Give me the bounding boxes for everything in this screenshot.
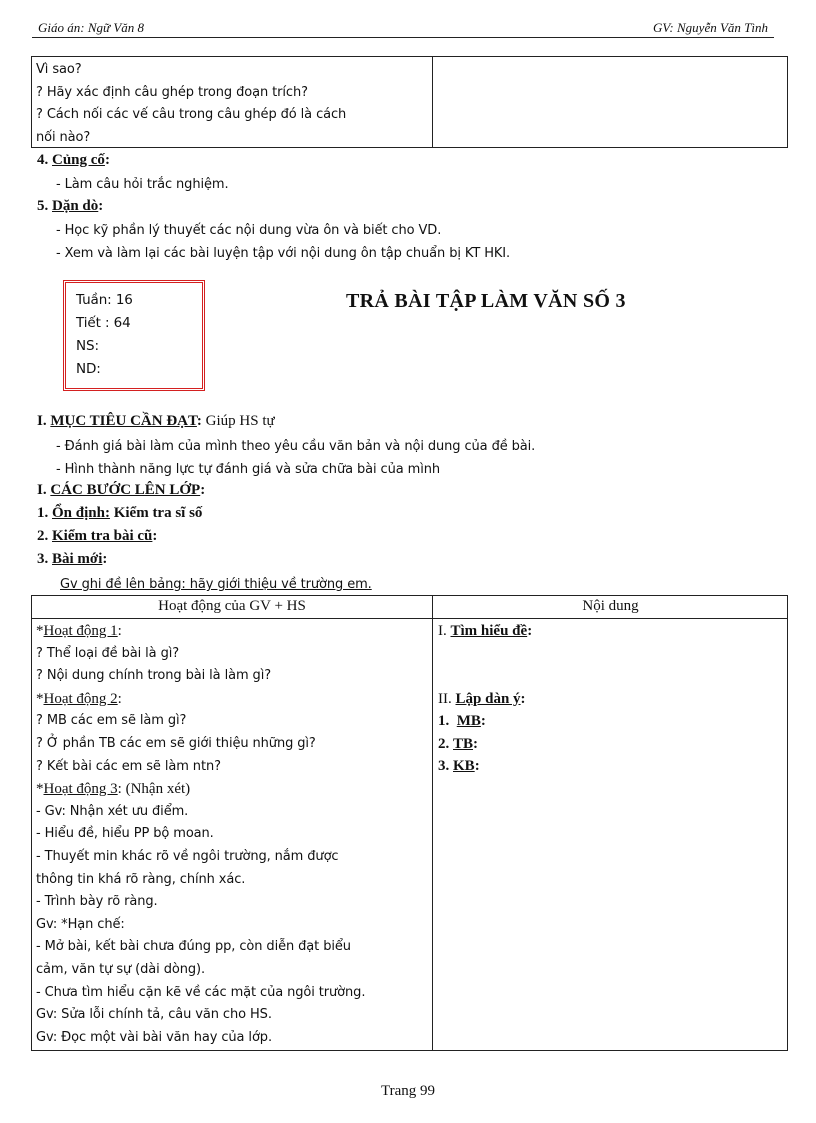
table-line: Vì sao? — [36, 62, 82, 77]
steps-heading: I. CÁC BƯỚC LÊN LỚP: — [37, 482, 206, 498]
activity-line: - Gv: Nhận xét ưu điểm. — [36, 803, 189, 819]
activity-line: Gv: Đọc một vài bài văn hay của lớp. — [36, 1029, 272, 1045]
info-ns: NS: — [76, 338, 99, 354]
top-table — [31, 56, 788, 148]
outline-item-mb: 1. MB: — [438, 713, 486, 730]
outline-item-tb: 2. TB: — [438, 735, 479, 752]
activities-column — [36, 620, 430, 1049]
table-header-row — [32, 596, 787, 619]
activity-line: - Thuyết min khác rõ về ngôi trường, nắm được — [36, 848, 339, 864]
header-divider — [32, 37, 774, 38]
header-right: GV: Nguyễn Văn Tình — [652, 20, 768, 35]
step-2: 2. Kiểm tra bài cũ: — [37, 528, 158, 544]
activity-line: cảm, văn tự sự (dài dòng). — [36, 961, 206, 977]
activity-line: ? Kết bài các em sẽ làm ntn? — [36, 758, 221, 774]
section-4-item: - Làm câu hỏi trắc nghiệm. — [56, 177, 229, 192]
info-week: Tuần: 16 — [76, 292, 133, 308]
activity-line: Gv: *Hạn chế: — [36, 916, 125, 932]
info-period: Tiết : 64 — [76, 315, 131, 331]
objective-item: - Hình thành năng lực tự đánh giá và sửa chữa bài của mình — [56, 462, 440, 477]
activity-line: ? Ở phần TB các em sẽ giới thiệu những gì? — [36, 735, 316, 751]
step-1: 1. Ổn định: Kiểm tra sĩ số — [37, 505, 203, 521]
activity-line: ? Thể loại đề bài là gì? — [36, 645, 180, 661]
activity-line: ? Nội dung chính trong bài là làm gì? — [36, 668, 272, 684]
activity-line: - Mở bài, kết bài chưa đúng pp, còn diễn đạt biểu — [36, 939, 351, 955]
outline-item-kb: 3. KB: — [438, 758, 480, 775]
content-spacer — [438, 643, 783, 688]
objective-item: - Đánh giá bài làm của mình theo yêu cầu văn bản và nội dung của đề bài. — [56, 439, 536, 454]
info-nd: ND: — [76, 361, 101, 377]
activity-3-heading: *Hoạt động 3: (Nhận xét) — [36, 781, 191, 798]
activities-table — [31, 595, 788, 1051]
column-header-content: Nội dung — [582, 598, 639, 614]
content-heading-i: I. Tìm hiểu đề: — [438, 623, 533, 639]
table-column-divider — [432, 596, 433, 1050]
activity-line: - Trình bày rõ ràng. — [36, 894, 158, 910]
activity-line: thông tin khá rõ ràng, chính xác. — [36, 871, 246, 887]
section-5-heading: 5. Dặn dò: — [37, 198, 104, 214]
content-column — [438, 620, 783, 778]
lesson-info-box — [63, 280, 205, 391]
activity-line: - Chưa tìm hiểu cặn kẽ về các mặt của ngôi trường. — [36, 984, 366, 1000]
activity-1-heading: *Hoạt động 1: — [36, 623, 122, 639]
section-5-item: - Xem và làm lại các bài luyện tập với nội dung ôn tập chuẩn bị KT HKI. — [56, 246, 511, 261]
page-number: Trang 99 — [380, 1083, 436, 1099]
activity-line: Gv: Sửa lỗi chính tả, câu văn cho HS. — [36, 1007, 272, 1023]
content-heading-ii: II. Lập dàn ý: — [438, 690, 526, 707]
table-column-divider — [432, 57, 433, 147]
table-line: ? Hãy xác định câu ghép trong đoạn trích? — [36, 84, 308, 100]
column-header-activities: Hoạt động của GV + HS — [158, 598, 306, 614]
table-cell-left — [36, 59, 428, 149]
table-line: nối nào? — [36, 129, 91, 145]
section-4-heading: 4. Củng cố: — [37, 152, 110, 168]
activity-line: - Hiểu đề, hiểu PP bộ moan. — [36, 826, 214, 842]
header-left: Giáo án: Ngữ Văn 8 — [38, 20, 145, 35]
activity-line: ? MB các em sẽ làm gì? — [36, 713, 187, 729]
lesson-title: TRẢ BÀI TẬP LÀM VĂN SỐ 3 — [346, 290, 626, 312]
board-note: Gv ghi đề lên bảng: hãy giới thiệu về trường em. — [60, 577, 372, 592]
section-5-item: - Học kỹ phần lý thuyết các nội dung vừa ôn và biết cho VD. — [56, 223, 442, 238]
step-3: 3. Bài mới: — [37, 551, 108, 567]
activity-2-heading: *Hoạt động 2: — [36, 690, 122, 707]
table-line: ? Cách nối các vế câu trong câu ghép đó là cách — [36, 107, 347, 123]
objectives-heading: I. MỤC TIÊU CẦN ĐẠT: Giúp HS tự — [37, 413, 275, 429]
